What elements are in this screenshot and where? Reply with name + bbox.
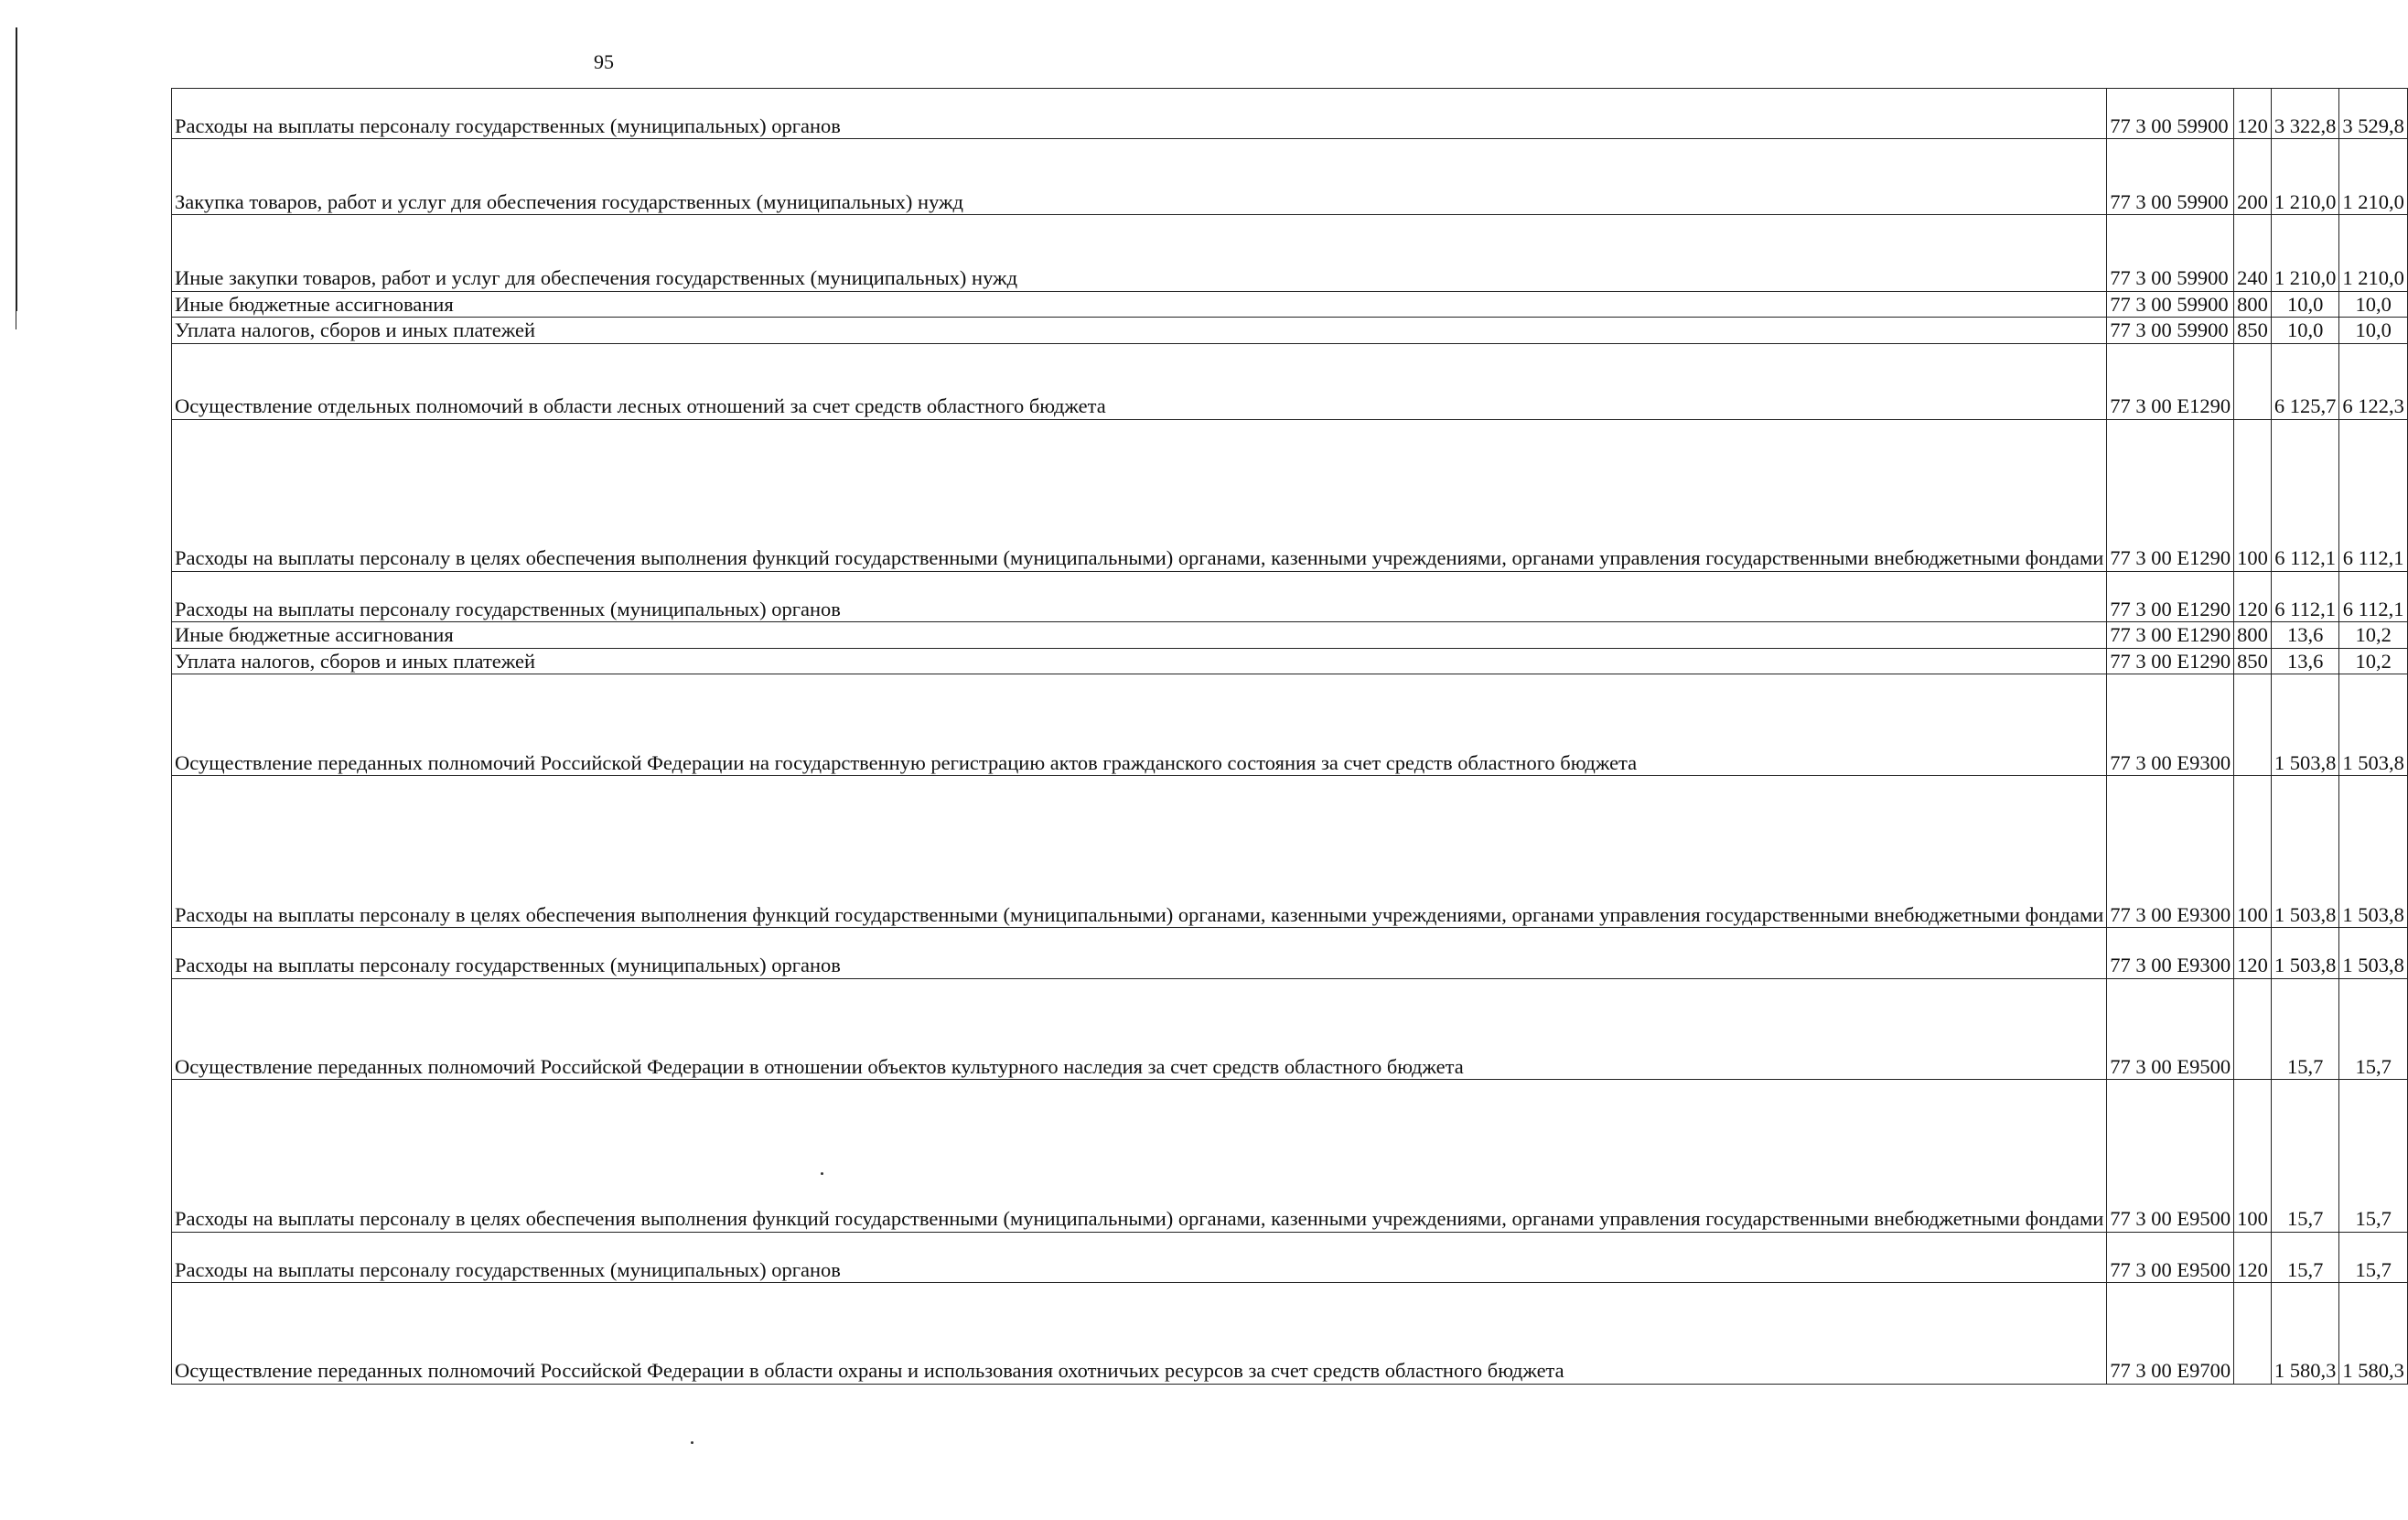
- scan-speck: [821, 1172, 823, 1175]
- row-expense-type-cell: 800: [2234, 622, 2272, 649]
- row-expense-type-cell: [2234, 1283, 2272, 1385]
- row-name-cell: Расходы на выплаты персоналу государственных (муниципальных) органов: [172, 89, 2107, 139]
- row-name-cell: Осуществление переданных полномочий Российской Федерации на государственную регистрацию актов гражданского состояния за счет средств областного бюджета: [172, 674, 2107, 776]
- row-value-year1-cell: 1 503,8: [2271, 928, 2339, 978]
- row-expense-type-cell: [2234, 343, 2272, 419]
- row-value-year1-cell: 6 112,1: [2271, 571, 2339, 621]
- row-name-cell: Уплата налогов, сборов и иных платежей: [172, 318, 2107, 344]
- row-expense-type-cell: 100: [2234, 1080, 2272, 1232]
- row-expense-type-cell: 120: [2234, 89, 2272, 139]
- row-value-year1-cell: 15,7: [2271, 1080, 2339, 1232]
- scan-speck: [691, 1441, 693, 1444]
- table-row: [172, 776, 2408, 928]
- row-value-year1-cell: 10,0: [2271, 318, 2339, 344]
- row-name-cell: Иные закупки товаров, работ и услуг для обеспечения государственных (муниципальных) нужд: [172, 215, 2107, 291]
- row-value-year2-cell: 1 580,3: [2339, 1283, 2408, 1385]
- row-name-cell: Закупка товаров, работ и услуг для обеспечения государственных (муниципальных) нужд: [172, 139, 2107, 215]
- row-expense-type-cell: [2234, 674, 2272, 776]
- row-value-year1-cell: 1 503,8: [2271, 674, 2339, 776]
- row-value-year2-cell: 15,7: [2339, 1080, 2408, 1232]
- row-code-cell: 77 3 00 Е9300: [2107, 928, 2234, 978]
- row-expense-type-cell: 120: [2234, 1232, 2272, 1282]
- row-name-cell: Расходы на выплаты персоналу в целях обеспечения выполнения функций государственными (муниципальными) органами, казенными учреждениями, органами управления государственными внебюджетными фондами: [172, 1080, 2107, 1232]
- row-expense-type-cell: 850: [2234, 318, 2272, 344]
- row-value-year2-cell: 1 503,8: [2339, 928, 2408, 978]
- row-value-year1-cell: 15,7: [2271, 1232, 2339, 1282]
- row-value-year2-cell: 15,7: [2339, 978, 2408, 1080]
- table-row: [172, 1080, 2408, 1232]
- row-code-cell: 77 3 00 Е1290: [2107, 419, 2234, 571]
- row-value-year2-cell: 10,2: [2339, 622, 2408, 649]
- row-value-year1-cell: 1 503,8: [2271, 776, 2339, 928]
- row-expense-type-cell: 100: [2234, 776, 2272, 928]
- row-name-cell: Осуществление отдельных полномочий в области лесных отношений за счет средств областного бюджета: [172, 343, 2107, 419]
- row-code-cell: 77 3 00 Е1290: [2107, 622, 2234, 649]
- row-expense-type-cell: 100: [2234, 419, 2272, 571]
- row-expense-type-cell: 800: [2234, 291, 2272, 318]
- row-expense-type-cell: 240: [2234, 215, 2272, 291]
- table-row: [172, 648, 2408, 674]
- row-code-cell: 77 3 00 Е9300: [2107, 674, 2234, 776]
- row-value-year2-cell: 6 112,1: [2339, 419, 2408, 571]
- row-code-cell: 77 3 00 59900: [2107, 89, 2234, 139]
- row-name-cell: Уплата налогов, сборов и иных платежей: [172, 648, 2107, 674]
- row-code-cell: 77 3 00 Е9700: [2107, 1283, 2234, 1385]
- row-code-cell: 77 3 00 Е9500: [2107, 978, 2234, 1080]
- row-value-year2-cell: 10,0: [2339, 318, 2408, 344]
- table-row: [172, 571, 2408, 621]
- table-row: [172, 978, 2408, 1080]
- page-number: 95: [594, 50, 614, 73]
- row-value-year1-cell: 13,6: [2271, 648, 2339, 674]
- row-code-cell: 77 3 00 59900: [2107, 318, 2234, 344]
- table-row: [172, 343, 2408, 419]
- row-value-year1-cell: 1 580,3: [2271, 1283, 2339, 1385]
- row-value-year1-cell: 6 125,7: [2271, 343, 2339, 419]
- row-code-cell: 77 3 00 Е9300: [2107, 776, 2234, 928]
- row-value-year2-cell: 6 122,3: [2339, 343, 2408, 419]
- row-value-year2-cell: 10,0: [2339, 291, 2408, 318]
- table-row: [172, 928, 2408, 978]
- row-value-year2-cell: 1 503,8: [2339, 776, 2408, 928]
- row-name-cell: Иные бюджетные ассигнования: [172, 622, 2107, 649]
- table-row: [172, 215, 2408, 291]
- row-name-cell: Расходы на выплаты персоналу государственных (муниципальных) органов: [172, 1232, 2107, 1282]
- row-value-year2-cell: 10,2: [2339, 648, 2408, 674]
- row-name-cell: Расходы на выплаты персоналу государственных (муниципальных) органов: [172, 928, 2107, 978]
- row-value-year1-cell: 1 210,0: [2271, 215, 2339, 291]
- budget-table: [171, 88, 2408, 1385]
- row-expense-type-cell: 120: [2234, 928, 2272, 978]
- row-code-cell: 77 3 00 59900: [2107, 139, 2234, 215]
- row-name-cell: Расходы на выплаты персоналу в целях обеспечения выполнения функций государственными (муниципальными) органами, казенными учреждениями, органами управления государственными внебюджетными фондами: [172, 776, 2107, 928]
- row-value-year2-cell: 15,7: [2339, 1232, 2408, 1282]
- row-expense-type-cell: 850: [2234, 648, 2272, 674]
- budget-table-body: [172, 89, 2408, 1385]
- row-code-cell: 77 3 00 Е1290: [2107, 343, 2234, 419]
- table-row: [172, 291, 2408, 318]
- table-row: [172, 1232, 2408, 1282]
- table-row: [172, 674, 2408, 776]
- row-value-year2-cell: 1 503,8: [2339, 674, 2408, 776]
- table-row: [172, 622, 2408, 649]
- row-code-cell: 77 3 00 59900: [2107, 215, 2234, 291]
- row-code-cell: 77 3 00 Е1290: [2107, 648, 2234, 674]
- table-row: [172, 318, 2408, 344]
- row-name-cell: Иные бюджетные ассигнования: [172, 291, 2107, 318]
- row-code-cell: 77 3 00 Е1290: [2107, 571, 2234, 621]
- row-code-cell: 77 3 00 Е9500: [2107, 1080, 2234, 1232]
- table-row: [172, 419, 2408, 571]
- row-value-year2-cell: 1 210,0: [2339, 139, 2408, 215]
- row-value-year1-cell: 6 112,1: [2271, 419, 2339, 571]
- row-value-year1-cell: 15,7: [2271, 978, 2339, 1080]
- table-row: [172, 1283, 2408, 1385]
- row-expense-type-cell: 120: [2234, 571, 2272, 621]
- row-code-cell: 77 3 00 Е9500: [2107, 1232, 2234, 1282]
- row-name-cell: Расходы на выплаты персоналу в целях обеспечения выполнения функций государственными (муниципальными) органами, казенными учреждениями, органами управления государственными внебюджетными фондами: [172, 419, 2107, 571]
- row-name-cell: Осуществление переданных полномочий Российской Федерации в отношении объектов культурного наследия за счет средств областного бюджета: [172, 978, 2107, 1080]
- row-value-year1-cell: 1 210,0: [2271, 139, 2339, 215]
- table-row: [172, 139, 2408, 215]
- row-value-year2-cell: 6 112,1: [2339, 571, 2408, 621]
- row-value-year1-cell: 10,0: [2271, 291, 2339, 318]
- table-row: [172, 89, 2408, 139]
- row-value-year2-cell: 3 529,8: [2339, 89, 2408, 139]
- row-value-year1-cell: 3 322,8: [2271, 89, 2339, 139]
- row-expense-type-cell: 200: [2234, 139, 2272, 215]
- row-name-cell: Осуществление переданных полномочий Российской Федерации в области охраны и использования охотничьих ресурсов за счет средств областного бюджета: [172, 1283, 2107, 1385]
- row-value-year1-cell: 13,6: [2271, 622, 2339, 649]
- row-name-cell: Расходы на выплаты персоналу государственных (муниципальных) органов: [172, 571, 2107, 621]
- row-value-year2-cell: 1 210,0: [2339, 215, 2408, 291]
- row-expense-type-cell: [2234, 978, 2272, 1080]
- row-code-cell: 77 3 00 59900: [2107, 291, 2234, 318]
